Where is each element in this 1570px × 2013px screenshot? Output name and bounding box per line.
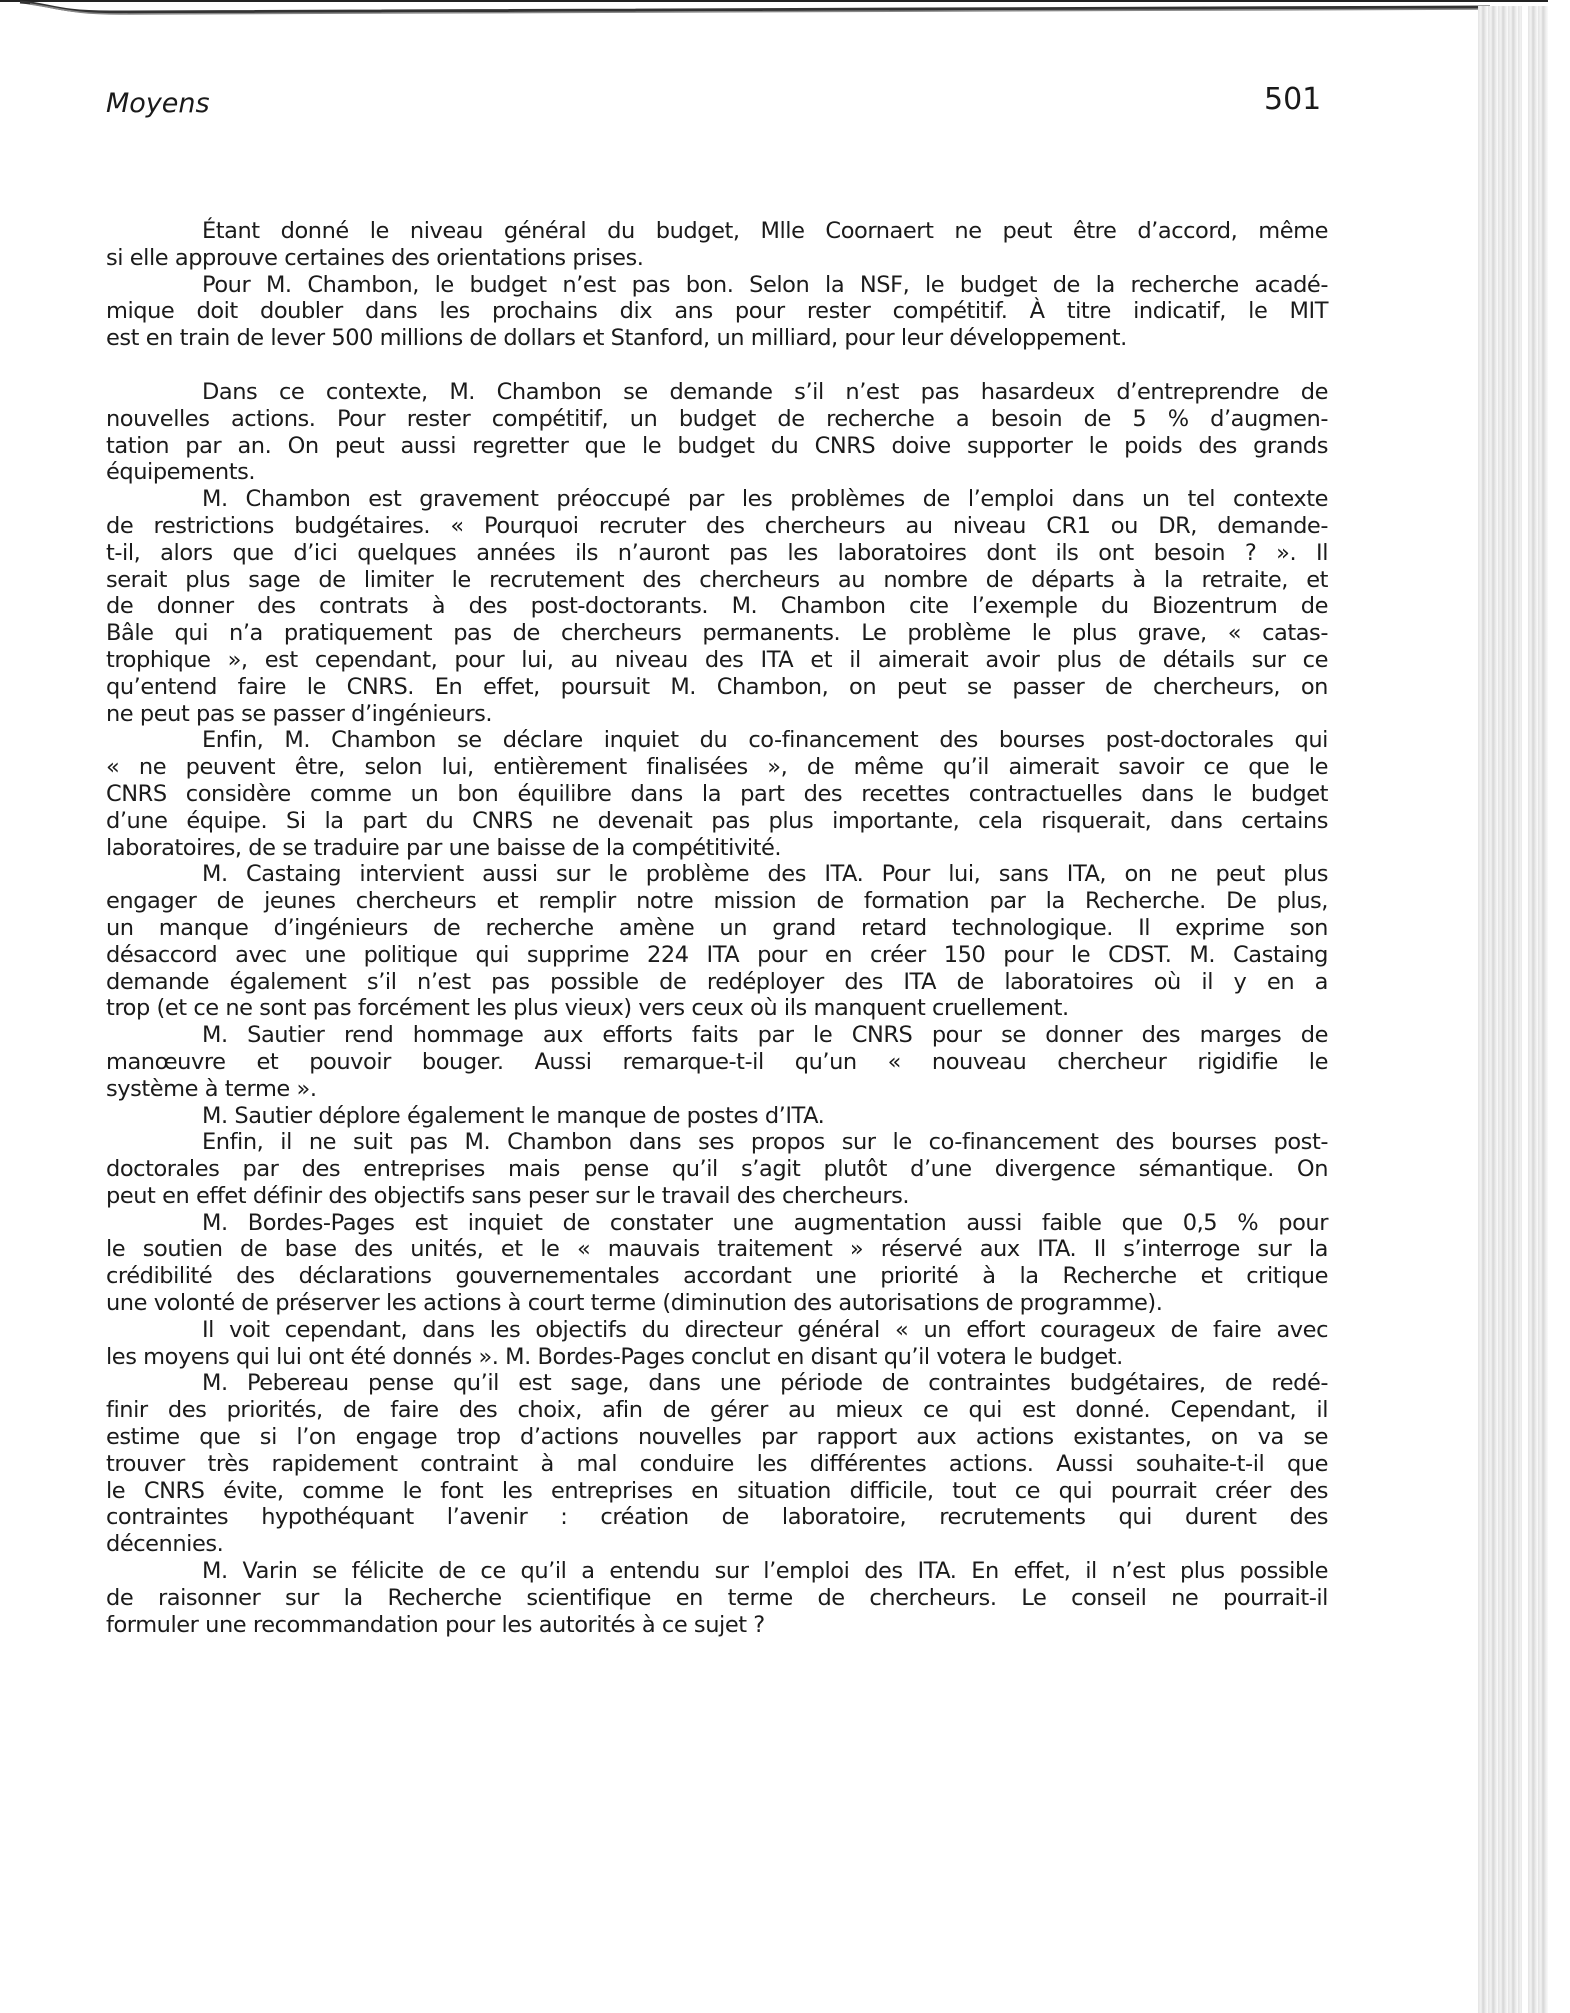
text-line: finir des priorités, de faire des choix, afin de gérer au mieux ce qui est donné. Cependant, il [106,1397,1328,1424]
text-line: Enfin, il ne suit pas M. Chambon dans ses propos sur le co-financement des bourses post- [202,1129,1328,1156]
page-number: 501 [1264,82,1322,117]
text-line: d’une équipe. Si la part du CNRS ne devenait pas plus importante, cela risquerait, dans certains [106,807,1328,834]
text-line: serait plus sage de limiter le recrutement des chercheurs au nombre de départs à la retraite, et [106,566,1328,593]
paragraph [106,1103,1328,1130]
page-stack-edge [1478,6,1548,2013]
text-line: M. Chambon est gravement préoccupé par les problèmes de l’emploi dans un tel contexte [202,486,1328,513]
paragraph [106,1317,1328,1371]
text-line: ne peut pas se passer d’ingénieurs. [106,700,493,727]
paragraph [106,861,1328,1022]
text-line: M. Sautier déplore également le manque de postes d’ITA. [202,1102,825,1129]
paragraph [106,727,1328,861]
paragraph [106,1558,1328,1638]
text-line: nouvelles actions. Pour rester compétitif, un budget de recherche a besoin de 5 % d’augmen- [106,405,1328,432]
paragraph [106,1210,1328,1317]
text-line: équipements. [106,459,256,486]
text-line: Pour M. Chambon, le budget n’est pas bon. Selon la NSF, le budget de la recherche acadé- [202,271,1328,298]
text-line: le soutien de base des unités, et le « mauvais traitement » réservé aux ITA. Il s’interroge sur la [106,1236,1328,1263]
text-line: t-il, alors que d’ici quelques années ils n’auront pas les laboratoires dont ils ont besoin ? ». Il [106,539,1328,566]
text-line: le CNRS évite, comme le font les entreprises en situation difficile, tout ce qui pourrait créer des [106,1477,1328,1504]
text-line: trop (et ce ne sont pas forcément les plus vieux) vers ceux où ils manquent cruellement. [106,995,1069,1022]
text-line: décennies. [106,1531,224,1558]
body-text [106,218,1328,1638]
text-line: trouver très rapidement contraint à mal conduire les différentes actions. Aussi souhaite-t-il que [106,1450,1328,1477]
text-line: CNRS considère comme un bon équilibre dans la part des recettes contractuelles dans le budget [106,780,1328,807]
text-line: M. Pebereau pense qu’il est sage, dans une période de contraintes budgétaires, de redé- [202,1370,1328,1397]
text-line: crédibilité des déclarations gouvernementales accordant une priorité à la Recherche et critique [106,1263,1328,1290]
paragraph [106,486,1328,727]
book-top-edge [0,0,1570,18]
text-line: mique doit doubler dans les prochains dix ans pour rester compétitif. À titre indicatif, le MIT [106,298,1328,325]
text-line: une volonté de préserver les actions à court terme (diminution des autorisations de programme). [106,1290,1163,1317]
text-line: Bâle qui n’a pratiquement pas de chercheurs permanents. Le problème le plus grave, « catas- [106,620,1328,647]
text-line: M. Bordes-Pages est inquiet de constater une augmentation aussi faible que 0,5 % pour [202,1209,1328,1236]
text-line: doctorales par des entreprises mais pense qu’il s’agit plutôt d’une divergence sémantique. On [106,1156,1328,1183]
paragraph [106,379,1328,486]
text-line: tation par an. On peut aussi regretter que le budget du CNRS doive supporter le poids des grands [106,432,1328,459]
page-margin-right [1548,0,1570,2013]
text-line: les moyens qui lui ont été donnés ». M. Bordes-Pages conclut en disant qu’il votera le budget. [106,1343,1123,1370]
text-line: qu’entend faire le CNRS. En effet, poursuit M. Chambon, on peut se passer de chercheurs, on [106,673,1328,700]
text-line: est en train de lever 500 millions de dollars et Stanford, un milliard, pour leur développement. [106,325,1127,352]
text-line: manœuvre et pouvoir bouger. Aussi remarque-t-il qu’un « nouveau chercheur rigidifie le [106,1048,1328,1075]
text-line: M. Varin se félicite de ce qu’il a entendu sur l’emploi des ITA. En effet, il n’est plus possible [202,1558,1328,1585]
text-line: Dans ce contexte, M. Chambon se demande s’il n’est pas hasardeux d’entreprendre de [202,378,1328,405]
text-line: si elle approuve certaines des orientations prises. [106,244,644,271]
text-line: demande également s’il n’est pas possible de redéployer des ITA de laboratoires où il y en a [106,968,1328,995]
text-line: M. Sautier rend hommage aux efforts faits par le CNRS pour se donner des marges de [202,1022,1328,1049]
paragraph [106,1022,1328,1102]
text-line: de donner des contrats à des post-doctorants. M. Chambon cite l’exemple du Biozentrum de [106,593,1328,620]
text-line: désaccord avec une politique qui supprime 224 ITA pour en créer 150 pour le CDST. M. Castaing [106,941,1328,968]
paragraph [106,1129,1328,1209]
text-line: « ne peuvent être, selon lui, entièrement finalisées », de même qu’il aimerait savoir ce que le [106,754,1328,781]
text-line: formuler une recommandation pour les autorités à ce sujet ? [106,1611,765,1638]
text-line: Enfin, M. Chambon se déclare inquiet du co-financement des bourses post-doctorales qui [202,727,1328,754]
paragraph [106,218,1328,272]
text-line: contraintes hypothéquant l’avenir : création de laboratoire, recrutements qui durent des [106,1504,1328,1531]
text-line: trophique », est cependant, pour lui, au niveau des ITA et il aimerait avoir plus de détails sur ce [106,646,1328,673]
text-line: système à terme ». [106,1075,317,1102]
text-line: de restrictions budgétaires. « Pourquoi recruter des chercheurs au niveau CR1 ou DR, demande- [106,512,1328,539]
text-line: estime que si l’on engage trop d’actions nouvelles par rapport aux actions existantes, on va se [106,1424,1328,1451]
text-line: de raisonner sur la Recherche scientifique en terme de chercheurs. Le conseil ne pourrait-il [106,1584,1328,1611]
text-line: Il voit cependant, dans les objectifs du directeur général « un effort courageux de faire avec [202,1316,1328,1343]
text-line: un manque d’ingénieurs de recherche amène un grand retard technologique. Il exprime son [106,914,1328,941]
text-line: engager de jeunes chercheurs et remplir notre mission de formation par la Recherche. De plus, [106,888,1328,915]
text-line: M. Castaing intervient aussi sur le problème des ITA. Pour lui, sans ITA, on ne peut plus [202,861,1328,888]
paragraph [106,1370,1328,1558]
text-line: Étant donné le niveau général du budget, Mlle Coornaert ne peut être d’accord, même [202,218,1328,244]
text-line: laboratoires, de se traduire par une baisse de la compétitivité. [106,834,782,861]
paragraph [106,272,1328,352]
text-line: peut en effet définir des objectifs sans peser sur le travail des chercheurs. [106,1182,910,1209]
running-head: Moyens [106,88,210,119]
